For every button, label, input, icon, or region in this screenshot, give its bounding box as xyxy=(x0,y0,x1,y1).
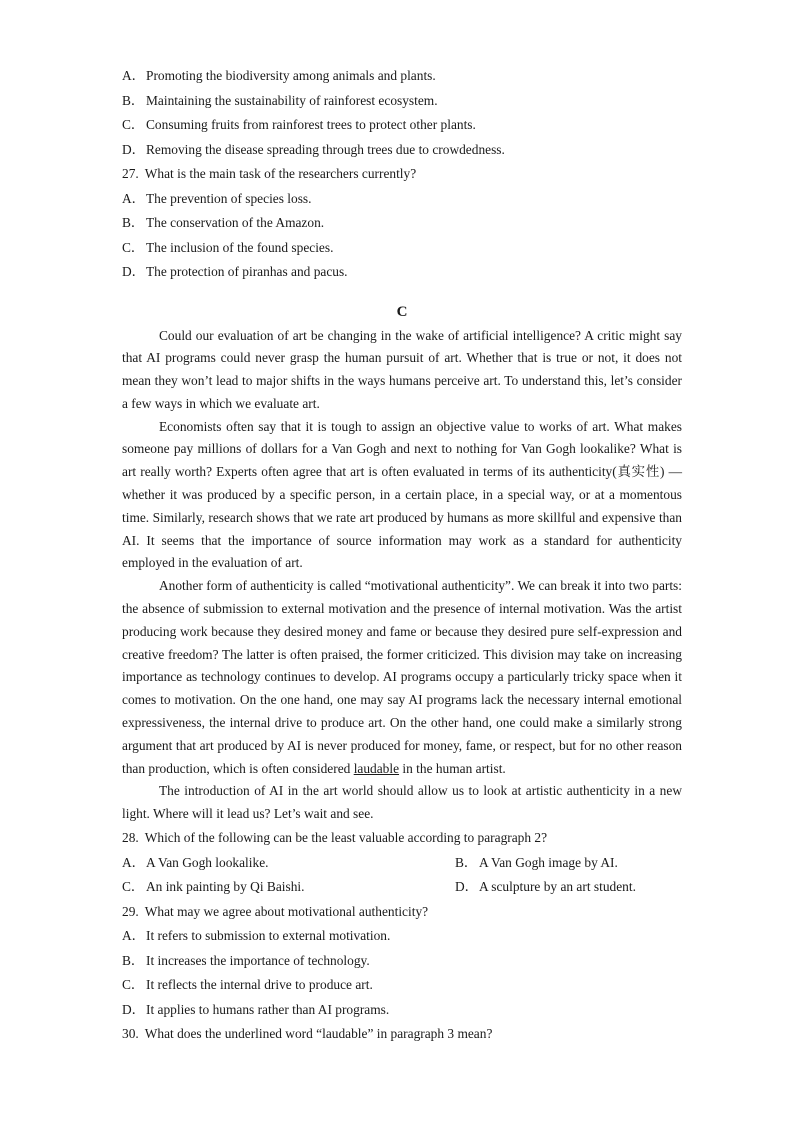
prev-question-options xyxy=(122,64,682,162)
option-c: C． An ink painting by Qi Baishi. xyxy=(122,879,305,895)
question-stem: 27. What is the main task of the researchers currently? xyxy=(122,166,417,181)
question-27 xyxy=(122,162,682,285)
question-28 xyxy=(122,826,682,900)
option-row xyxy=(122,875,682,900)
option-d: D． A sculpture by an art student. xyxy=(455,879,636,895)
option-d: D． It applies to humans rather than AI programs. xyxy=(122,1001,390,1017)
passage-paragraph-2: Economists often say that it is tough to assign an objective value to works of art. What makes someone pay millions of dollars for a Van Gogh and next to nothing for Van Gogh lookalike? What is art really worth? Experts often agree that art is often evaluated in terms of its authenticity(真实性) — whether it was produced by a specific person, in a certain place, in a special way, or at a momentous time. Similarly, research shows that we rate art produced by humans as more skillful and expensive than AI. It seems that the importance of source information may work as a standard for authenticity employed in the evaluation of art. xyxy=(122,418,682,571)
option-a: A． It refers to submission to external motivation. xyxy=(122,928,391,944)
question-stem: 29. What may we agree about motivational authenticity? xyxy=(122,903,429,919)
question-29 xyxy=(122,900,682,1023)
passage-paragraph-4: The introduction of AI in the art world should allow us to look at artistic authenticity in a new light. Where will it lead us? Let’s wait and see. xyxy=(122,783,682,822)
section-title: C xyxy=(396,303,408,320)
option-c: C． It reflects the internal drive to produce art. xyxy=(122,977,373,993)
option-row xyxy=(122,851,682,876)
page-content xyxy=(122,64,682,1047)
paragraph-tail: in the human artist. xyxy=(399,760,506,776)
question-stem: 28. Which of the following can be the least valuable according to paragraph 2? xyxy=(122,830,548,846)
option-b: B． A Van Gogh image by AI. xyxy=(455,854,618,870)
option-b: B． It increases the importance of technology. xyxy=(122,952,370,968)
option-d: D． Removing the disease spreading through trees due to crowdedness. xyxy=(122,141,505,157)
option-b: B． Maintaining the sustainability of rainforest ecosystem. xyxy=(122,92,438,108)
option-c: C． The inclusion of the found species. xyxy=(122,239,334,255)
passage-paragraph-1: Could our evaluation of art be changing in the wake of artificial intelligence? A critic might say that AI programs could never grasp the human pursuit of art. Whether that is true or not, it does not mean they won’t lead to major shifts in the ways humans perceive art. To understand this, let’s consider a few ways in which we evaluate art. xyxy=(122,327,682,411)
option-d: D． The protection of piranhas and pacus. xyxy=(122,264,348,279)
paragraph-text: Another form of authenticity is called “motivational authenticity”. We can break it into two parts: the absence of submission to external motivation and the presence of internal motivation. Was the artist producing work because they desired money and fame or because they desired pure self-expression and creative freedom? The latter is often praised, the former criticized. This division may take on increasing importance as technology continues to develop. AI programs occupy a particularly tricky space when it comes to motivation. On the one hand, one may say AI programs lack the necessary internal emotional expressiveness, the internal drive to produce art. On the other hand, one could make a similarly strong argument that art produced by AI is never produced for money, fame, or respect, but for no other reason than production, which is often considered xyxy=(122,578,682,776)
option-c: C． Consuming fruits from rainforest trees to protect other plants. xyxy=(122,117,476,132)
option-b: B． The conservation of the Amazon. xyxy=(122,215,325,230)
question-stem: 30. What does the underlined word “laudable” in paragraph 3 mean? xyxy=(122,1026,493,1042)
underlined-word: laudable xyxy=(353,760,400,776)
option-a: A． The prevention of species loss. xyxy=(122,190,312,206)
option-a: A． A Van Gogh lookalike. xyxy=(122,854,269,870)
question-30 xyxy=(122,1022,682,1047)
passage-paragraph-3 xyxy=(122,575,682,780)
option-a: A． Promoting the biodiversity among animals and plants. xyxy=(122,68,436,83)
